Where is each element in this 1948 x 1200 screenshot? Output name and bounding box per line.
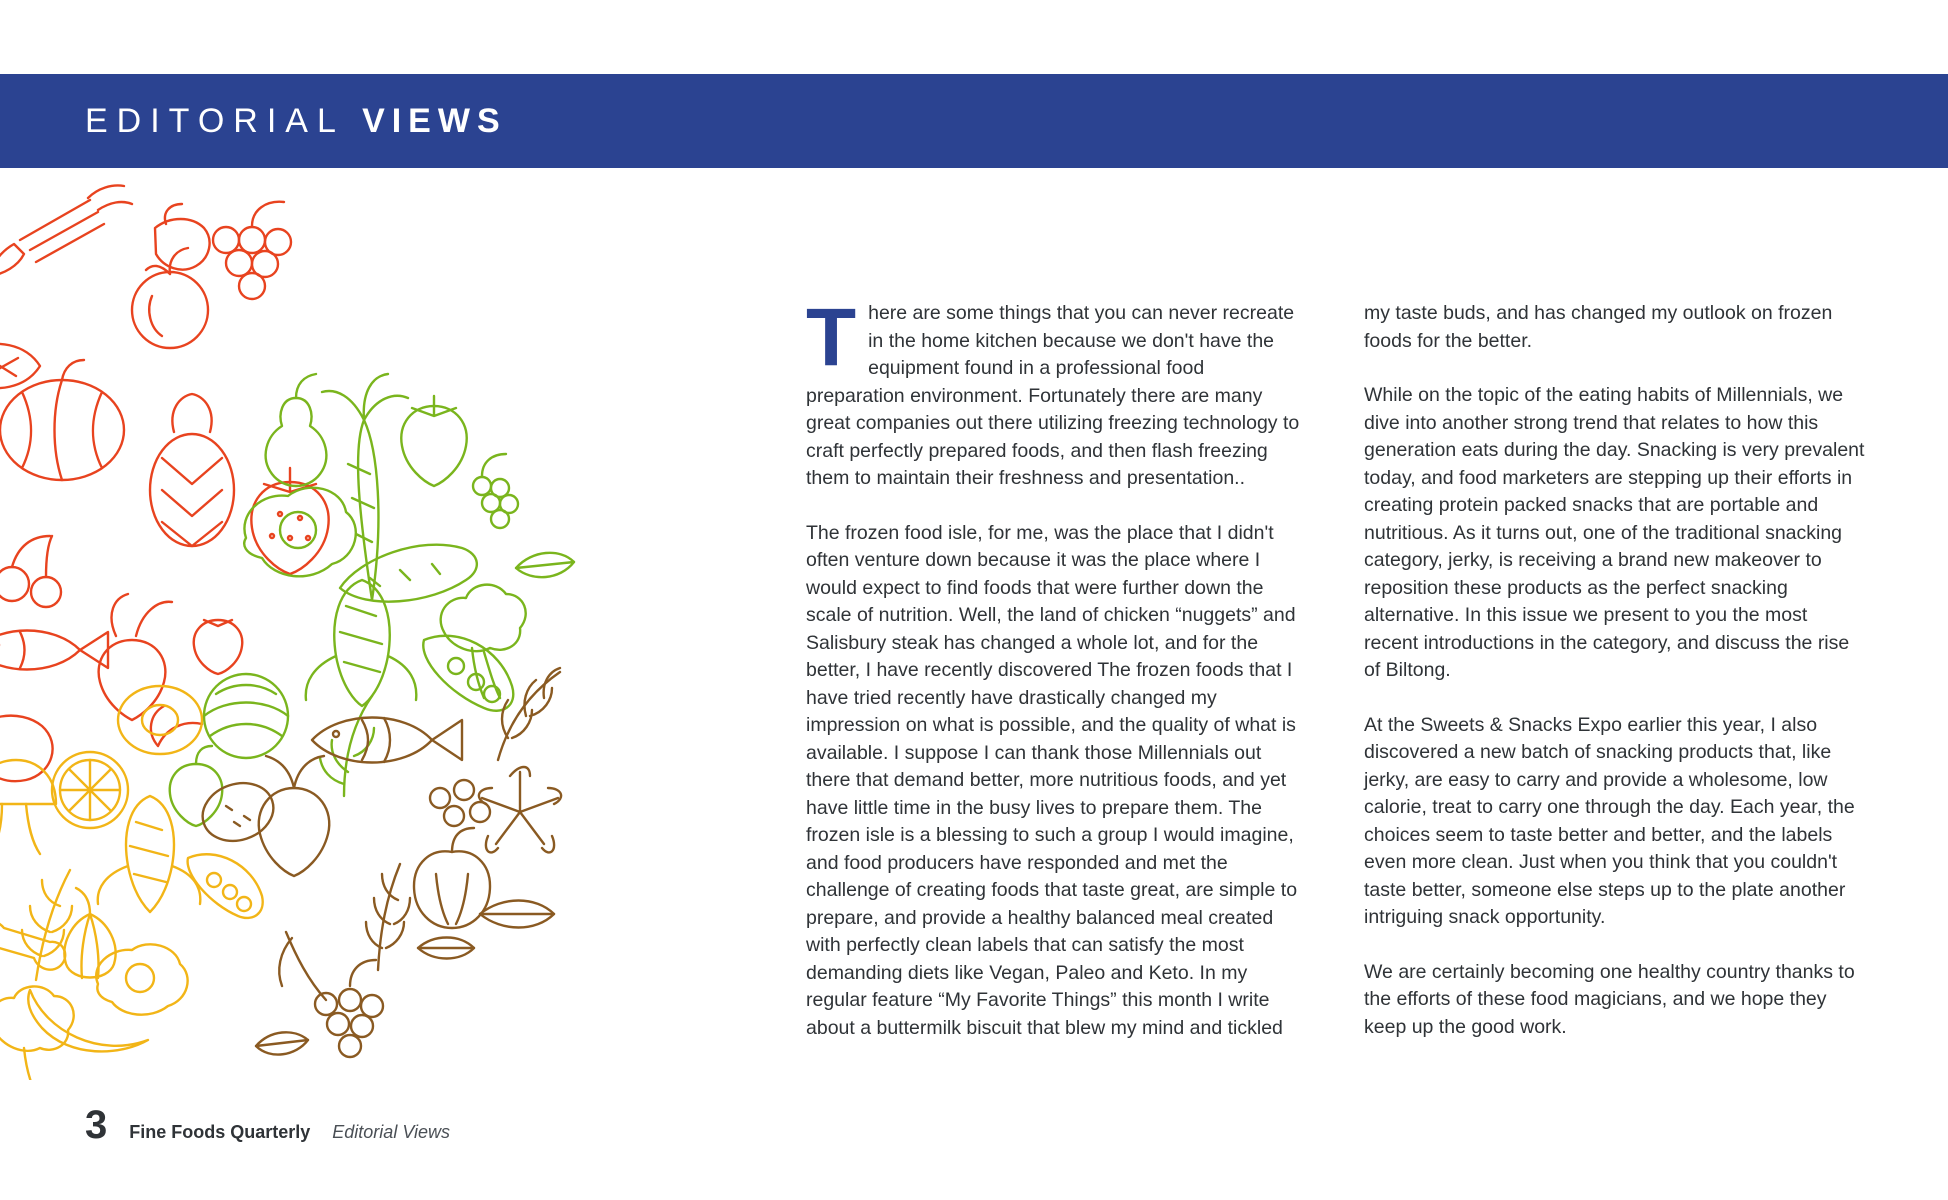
article-paragraph: At the Sweets & Snacks Expo earlier this year, I also discovered a new batch of snacking products that, like jerky, are easy to carry and provide a wholesome, low calorie, treat to carry one through the day. Each year, the choices seem to taste better and better, and the labels even more clean. Just when you think that you couldn't taste better, someone else steps up to the plate another intriguing snack opportunity. [1364,713,1855,928]
article-paragraph: While on the topic of the eating habits of Millennials, we dive into another strong trend that relates to how this generation eats during the day. Snacking is very prevalent today, and food marketers are stepping up their efforts in creating protein packed snacks that are portable and nutritious. As it turns out, one of the traditional snacking category, jerky, is receiving a brand new makeover to reposition these products as the perfect snacking alternative. In this issue we present to you the most recent introductions in the category, and discuss the rise of Biltong. [1364,384,1865,681]
article-paragraph: We are certainly becoming one healthy country thanks to the efforts of these food magicians, and we hope they keep up the good work. [1364,960,1855,1038]
green-food-cluster [170,374,574,826]
yellow-food-cluster [0,686,263,1080]
page-footer [85,1103,450,1148]
publication-name: Fine Foods Quarterly [129,1122,311,1142]
article-paragraph: The frozen food isle, for me, was the place that I didn't often venture down because it was the place where I would expect to find foods that were further down the scale of nutrition. Well, the land of chicken “nuggets” and Salisbury steak has changed a whole lot, and for the better, I have recently discovered The frozen foods that I have tried recently have drastically changed my impression on what is possible, and the quality of what is available. I suppose I can thank those Millennials out there that demand better, more nutritious foods, and yet have little time in the busy lives to prepare them. The frozen isle is a blessing to such a group I would imagine, and food producers have responded and met the challenge of creating foods that taste great, are simple to prepare, and provide a healthy balanced meal created with perfectly clean labels that can satisfy the most demanding diets like Vegan, Paleo and Keto. In my regular feature “My Favorite Things” this month I write about a buttermilk biscuit that blew my mind and tickled [806,521,1298,1039]
article-paragraph: my taste buds, and has changed my outlook on frozen foods for the better. [1364,302,1833,352]
page-title-light: EDITORIAL [85,101,344,140]
section-name: Editorial Views [332,1122,451,1142]
illustration-svg [0,180,770,1080]
editorial-header-band [0,74,1948,168]
page-title-bold: VIEWS [362,101,507,140]
food-ingredients-circle-illustration [0,180,770,1080]
article-column-left [806,292,1308,1042]
page-title [85,102,507,141]
article-column-right [1364,300,1866,1042]
article-paragraph [806,292,1308,493]
drop-cap: T [806,292,857,383]
article-paragraph-text: here are some things that you can never recreate in the home kitchen because we don't have the equipment found in a professional food preparation environment. Fortunately there are many great companies out there utilizing freezing technology to craft perfectly prepared foods, and then flash freezing them to maintain their freshness and presentation.. [806,302,1300,489]
brown-food-cluster [195,668,561,1057]
article-body [806,292,1866,1042]
page-number: 3 [85,1103,108,1147]
